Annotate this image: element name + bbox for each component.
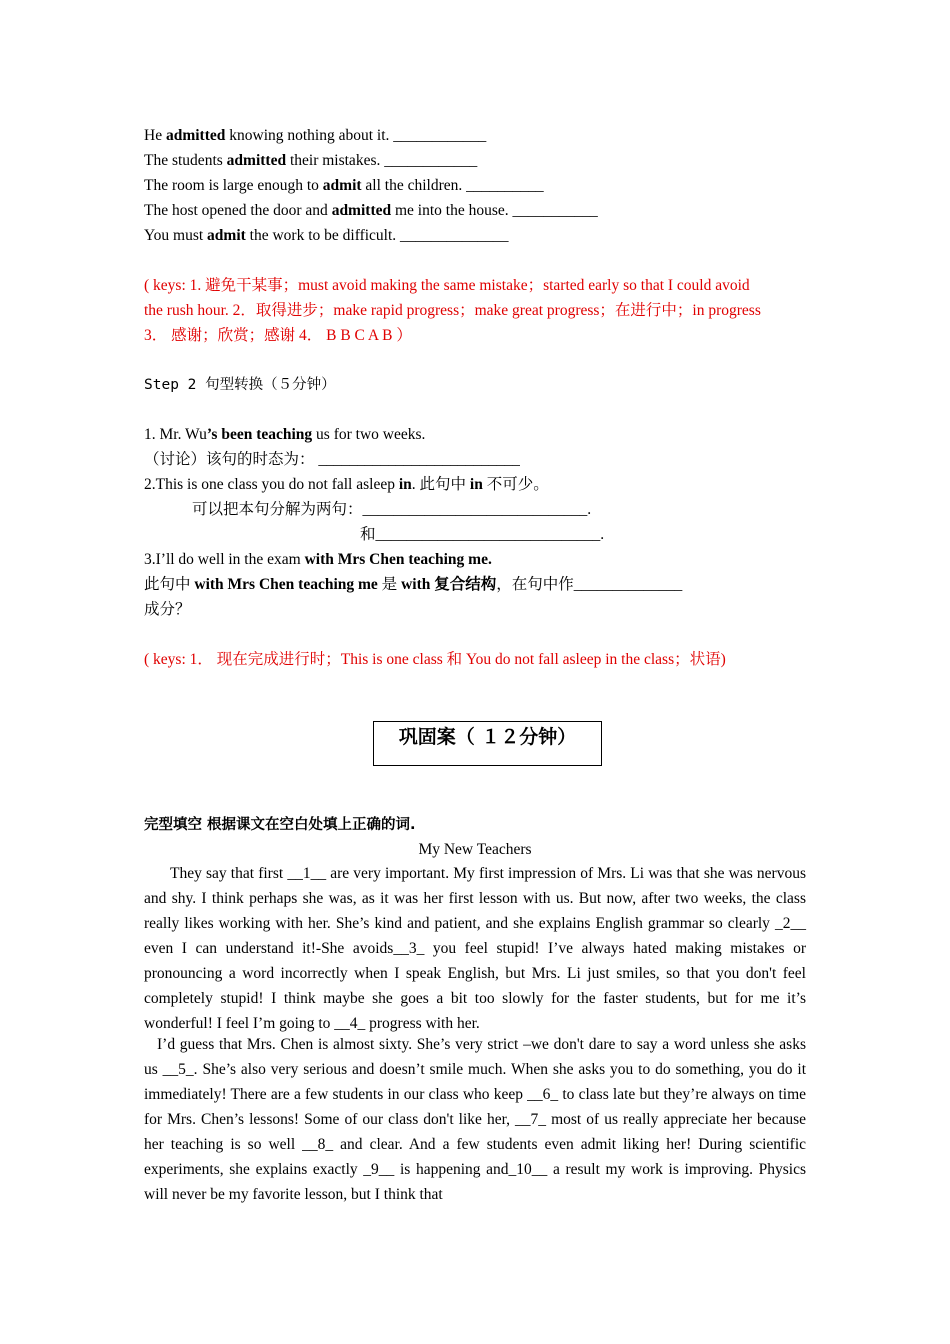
admit-sentence-2 bbox=[144, 151, 477, 171]
question-text: 2.This is one class you do not fall asleep bbox=[144, 476, 399, 493]
bold-word: admitted bbox=[331, 202, 392, 219]
bold-phrase: with 复合结构 bbox=[401, 576, 497, 593]
cloze-instruction: 完型填空 根据课文在空白处填上正确的词. bbox=[144, 817, 416, 833]
question-2 bbox=[144, 475, 549, 495]
sentence-text: The students bbox=[144, 152, 227, 169]
question-2-and: 和_____________________________. bbox=[360, 526, 605, 543]
admit-sentence-5 bbox=[144, 226, 509, 246]
answer-keys-line-1: ( keys: 1. 避免干某事；must avoid making the same mistake；started early so that I could avoid bbox=[144, 277, 750, 294]
consolidation-title: 巩固案（ １２分钟） bbox=[398, 726, 577, 748]
sentence-text: the work to be difficult. ______________ bbox=[245, 227, 509, 244]
answer-keys-line-3: 3． 感谢；欣赏；感谢 4． B B C A B ） bbox=[144, 327, 412, 344]
bold-phrase: ’s been teaching bbox=[206, 426, 313, 443]
bold-word: in bbox=[469, 476, 483, 493]
question-text: 不可少。 bbox=[482, 476, 549, 493]
question-text: ，在句中作______________ bbox=[496, 576, 683, 593]
sentence-text: He bbox=[144, 127, 166, 144]
sentence-text: their mistakes. ____________ bbox=[286, 152, 478, 169]
cloze-paragraph-2: I’d guess that Mrs. Chen is almost sixty. She’s very strict –we don't dare to say a word unless she asks us __5_. She’s also very serious and doesn’t smile much. When she asks you to do something, you do it immediately! There are a few students in our class who keep __6_ to class late but they’re always on time for Mrs. Chen’s lessons! Some of our class don't like her, __7_ most of us really appreciate her because her teaching is so well __8_ and clear. And a few students even admit liking her! During scientific experiments, she explains exactly _9__ is happening and_10__ a result my work is improving. Physics will never be my favorite lesson, but I think that bbox=[144, 1036, 806, 1203]
question-2-split: 可以把本句分解为两句：_____________________________. bbox=[192, 501, 592, 518]
sentence-text: The host opened the door and bbox=[144, 202, 332, 219]
sentence-text: You must bbox=[144, 227, 208, 244]
question-3-line-2 bbox=[144, 575, 682, 595]
admit-sentence-4 bbox=[144, 201, 598, 221]
question-text: us for two weeks. bbox=[312, 426, 426, 443]
step2-heading: Step 2 句型转换（５分钟） bbox=[144, 377, 336, 393]
sentence-text: me into the house. ___________ bbox=[391, 202, 598, 219]
question-text: 此句中 bbox=[144, 576, 195, 593]
sentence-text: The room is large enough to bbox=[144, 177, 323, 194]
consolidation-box bbox=[373, 721, 602, 766]
bold-phrase: with Mrs Chen teaching me bbox=[194, 576, 378, 593]
bold-word: admitted bbox=[226, 152, 287, 169]
admit-sentence-3 bbox=[144, 176, 544, 196]
question-text: 1. Mr. Wu bbox=[144, 426, 207, 443]
bold-phrase: with Mrs Chen teaching me. bbox=[304, 551, 492, 568]
sentence-text: knowing nothing about it. ____________ bbox=[225, 127, 487, 144]
question-text: 是 bbox=[377, 576, 402, 593]
bold-word: admit bbox=[207, 227, 246, 244]
bold-word: in bbox=[398, 476, 412, 493]
cloze-title: My New Teachers bbox=[418, 841, 532, 858]
sentence-text: all the children. __________ bbox=[361, 177, 544, 194]
answer-keys-line-2: the rush hour. 2．取得进步；make rapid progress；make great progress；在进行中；in progress bbox=[144, 302, 761, 319]
question-3 bbox=[144, 550, 492, 570]
question-text: 3.I’ll do well in the exam bbox=[144, 551, 305, 568]
answer-keys-step2: ( keys: 1． 现在完成进行时；This is one class 和 You do not fall asleep in the class；状语) bbox=[144, 651, 726, 668]
bold-word: admit bbox=[322, 177, 362, 194]
question-1-discussion: （讨论）该句的时态为： __________________________ bbox=[144, 451, 520, 468]
question-3-line-3: 成分？ bbox=[144, 601, 191, 618]
bold-word: admitted bbox=[165, 127, 226, 144]
cloze-paragraph-1: They say that first __1__ are very important. My first impression of Mrs. Li was that she was nervous and shy. I think perhaps she was, as it was her first lesson with us. But now, after two weeks, the class really likes working with her. She’s kind and patient, and she explains English grammar so clearly _2__ even I can understand it!-She avoids__3_ you feel stupid! I’ve always hated making mistakes or pronouncing a word incorrectly when I speak English, but Mrs. Li just smiles, so that you don't feel completely stupid! I think maybe she goes a bit too slowly for the faster students, but for me it’s wonderful! I feel I’m going to __4_ progress with her. bbox=[144, 865, 806, 1032]
question-text: . 此句中 bbox=[411, 476, 470, 493]
question-1 bbox=[144, 425, 425, 445]
admit-sentence-1 bbox=[144, 126, 486, 146]
